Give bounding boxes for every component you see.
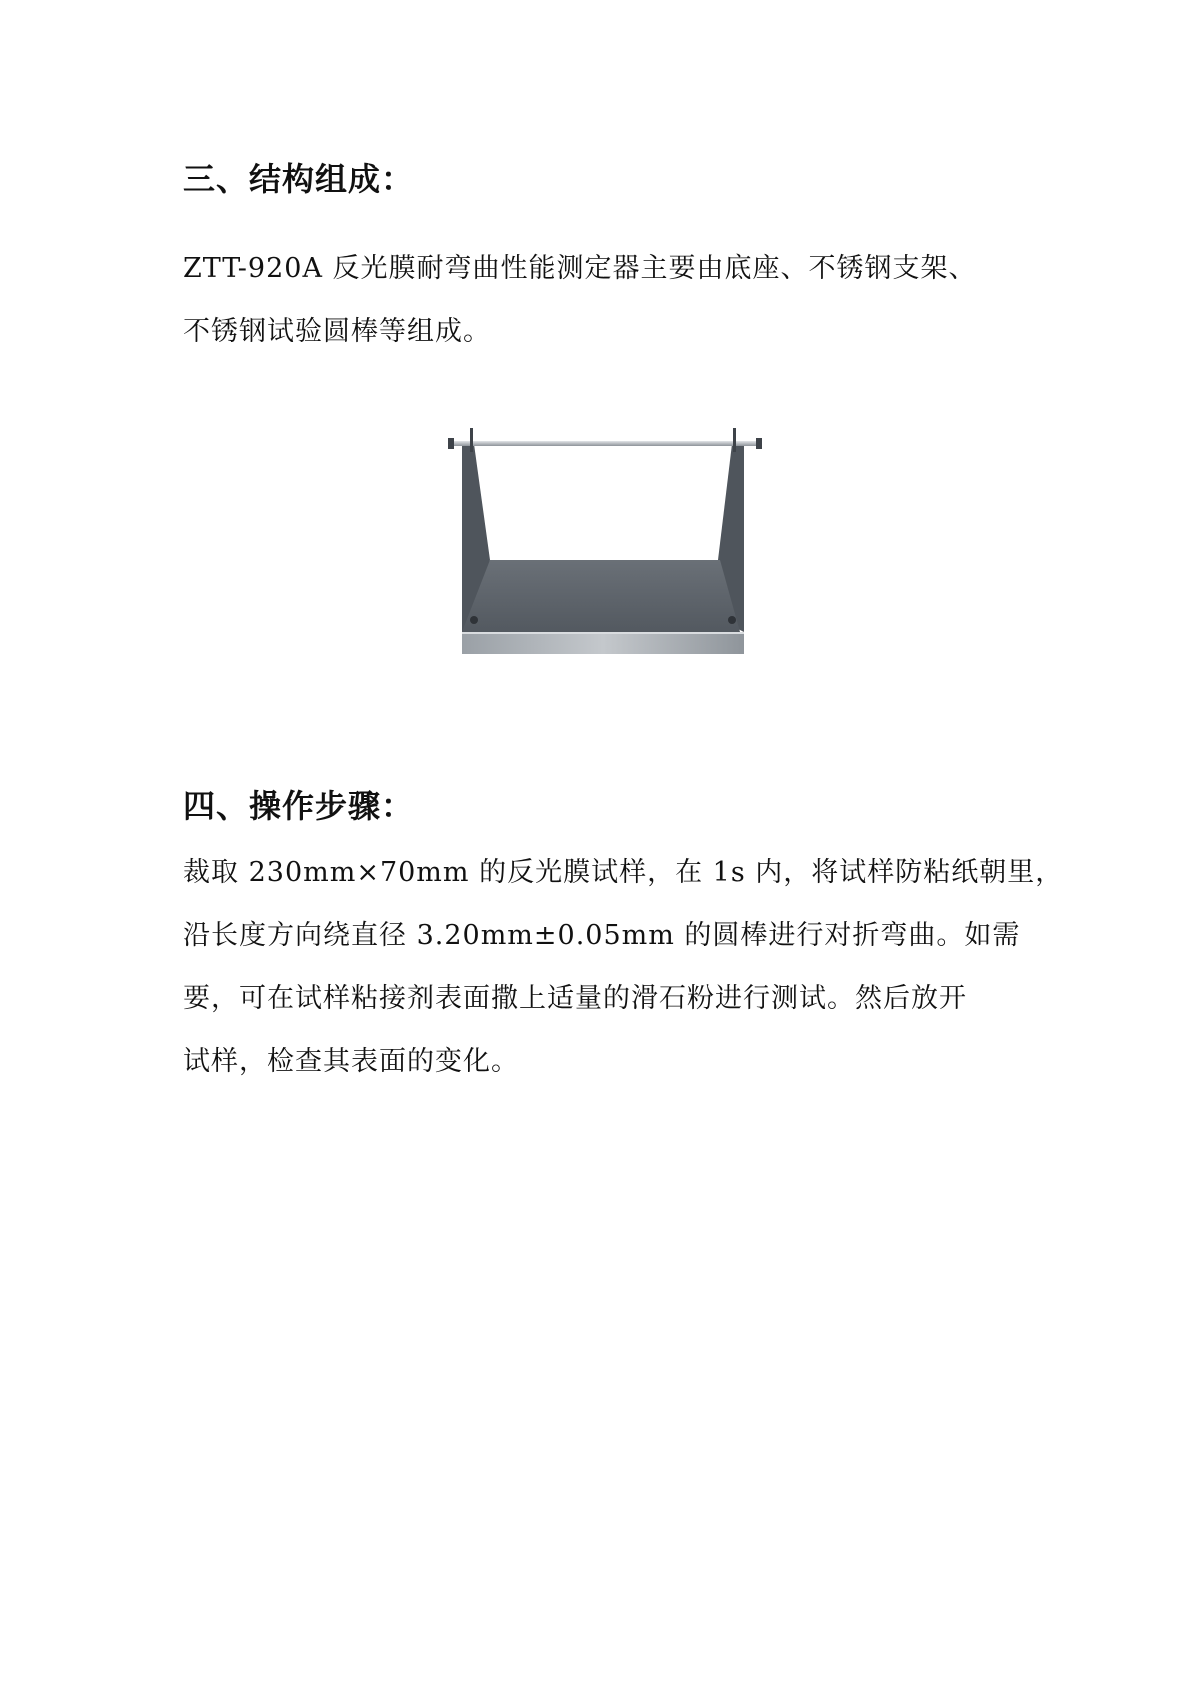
paragraph-line: 沿长度方向绕直径 3.20mm±0.05mm 的圆棒进行对折弯曲。如需 [183, 920, 1021, 951]
paragraph-line: 试样，检查其表面的变化。 [183, 1046, 519, 1077]
structure-paragraph [183, 237, 1023, 363]
device-illustration [440, 420, 770, 690]
paragraph-line: 不锈钢试验圆棒等组成。 [183, 316, 491, 347]
upright-pin [733, 428, 736, 452]
screw [470, 616, 478, 624]
paragraph-line: 裁取 230mm×70mm 的反光膜试样，在 1s 内，将试样防粘纸朝里， [183, 857, 1064, 888]
test-rod [452, 441, 758, 446]
device-photo [440, 420, 770, 690]
paragraph-line: ZTT-920A 反光膜耐弯曲性能测定器主要由底座、不锈钢支架、 [183, 253, 977, 284]
base-top-surface [462, 560, 740, 632]
paragraph-line: 要，可在试样粘接剂表面撒上适量的滑石粉进行测试。然后放开 [183, 983, 967, 1014]
section-heading-procedure: 四、操作步骤： [183, 787, 415, 825]
base-front-edge [462, 632, 744, 654]
upright-pin [470, 428, 473, 452]
procedure-paragraph [183, 841, 1064, 1093]
screw [728, 616, 736, 624]
rod-end [756, 438, 762, 449]
rod-end [448, 438, 454, 449]
section-heading-structure: 三、结构组成： [183, 160, 415, 198]
